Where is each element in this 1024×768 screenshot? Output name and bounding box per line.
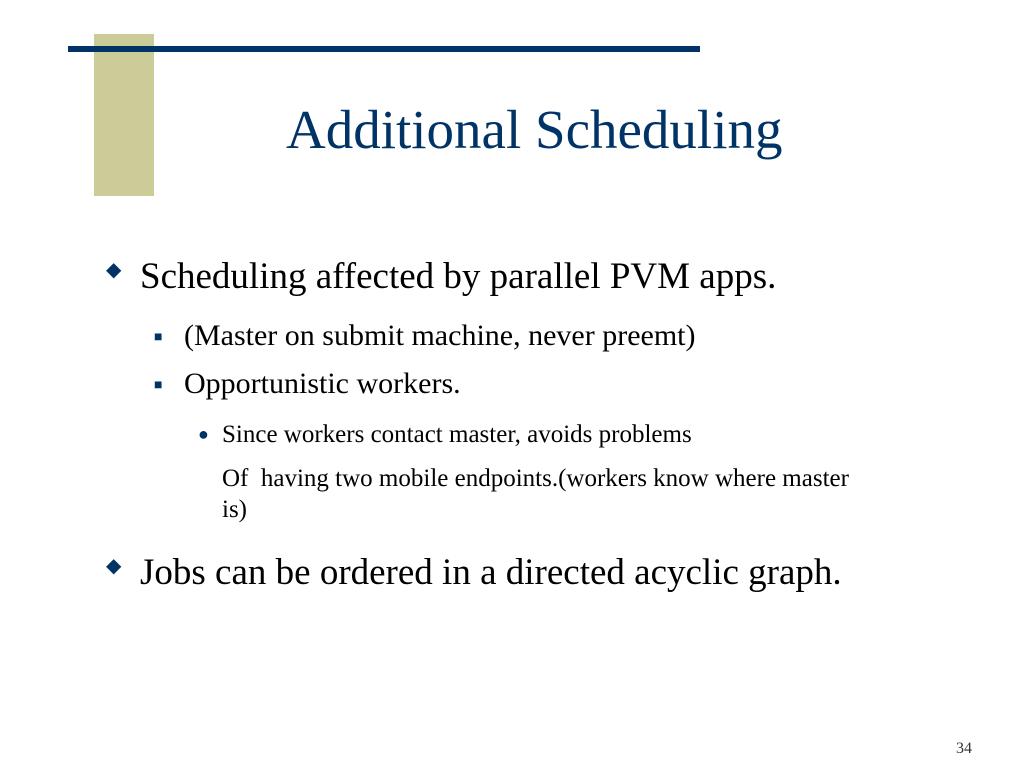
dot-bullet-icon: ● xyxy=(198,424,209,444)
sub-bullet-text: Opportunistic workers. xyxy=(184,367,461,400)
slide-title: Additional Scheduling xyxy=(286,99,783,160)
title-accent-block xyxy=(94,34,154,196)
bullet-item xyxy=(106,550,906,595)
continuation-text-item xyxy=(198,463,878,525)
sub-sub-bullet-item xyxy=(198,419,898,450)
title-accent-line xyxy=(68,46,700,52)
continuation-text: Of having two mobile endpoints.(workers know where master is) xyxy=(222,465,856,523)
square-bullet-icon: ■ xyxy=(154,330,163,345)
sub-bullet-item xyxy=(154,366,914,402)
sub-bullet-item xyxy=(154,318,914,354)
bullet-text: Jobs can be ordered in a directed acyclic graph. xyxy=(140,552,842,593)
diamond-bullet-icon: ◆ xyxy=(106,259,122,281)
bullet-item xyxy=(106,254,906,299)
sub-sub-bullet-text: Since workers contact master, avoids problems xyxy=(222,421,692,448)
slide-number: 34 xyxy=(956,740,972,757)
diamond-bullet-icon: ◆ xyxy=(106,555,122,577)
square-bullet-icon: ■ xyxy=(154,378,163,393)
bullet-text: Scheduling affected by parallel PVM apps. xyxy=(140,256,777,297)
sub-bullet-text: (Master on submit machine, never preemt) xyxy=(184,319,696,352)
